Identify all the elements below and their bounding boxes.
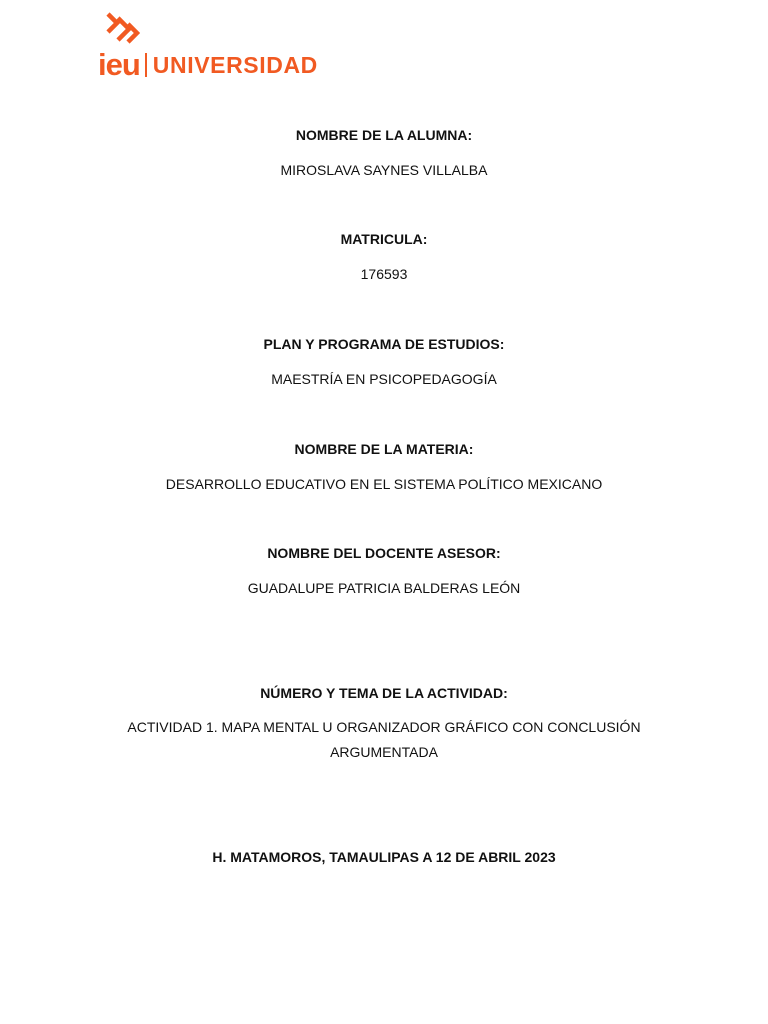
program-label: PLAN Y PROGRAMA DE ESTUDIOS: <box>263 336 505 352</box>
advisor-value: GUADALUPE PATRICIA BALDERAS LEÓN <box>247 580 521 596</box>
logo-ieu-text: ieu <box>98 47 140 82</box>
university-logo <box>98 12 348 82</box>
logo-universidad-text: UNIVERSIDAD <box>152 52 318 78</box>
subject-value: DESARROLLO EDUCATIVO EN EL SISTEMA POLÍTICO MEXICANO <box>165 476 603 492</box>
student-name-value: MIROSLAVA SAYNES VILLALBA <box>280 162 488 178</box>
advisor-label: NOMBRE DEL DOCENTE ASESOR: <box>267 545 501 561</box>
activity-label: NÚMERO Y TEMA DE LA ACTIVIDAD: <box>260 685 508 701</box>
program-value: MAESTRÍA EN PSICOPEDAGOGÍA <box>271 371 497 387</box>
student-name-label: NOMBRE DE LA ALUMNA: <box>295 127 473 143</box>
place-and-date: H. MATAMOROS, TAMAULIPAS A 12 DE ABRIL 2023 <box>212 849 556 865</box>
subject-label: NOMBRE DE LA MATERIA: <box>294 441 474 457</box>
activity-value-line-1: ACTIVIDAD 1. MAPA MENTAL U ORGANIZADOR GRÁFICO CON CONCLUSIÓN <box>127 719 641 735</box>
ieu-chevrons-icon <box>106 12 140 48</box>
logo-wordmark <box>98 48 318 82</box>
logo-divider <box>145 53 147 77</box>
activity-value-line-2: ARGUMENTADA <box>330 744 438 760</box>
student-id-label: MATRICULA: <box>340 231 428 247</box>
student-id-value: 176593 <box>360 266 408 282</box>
